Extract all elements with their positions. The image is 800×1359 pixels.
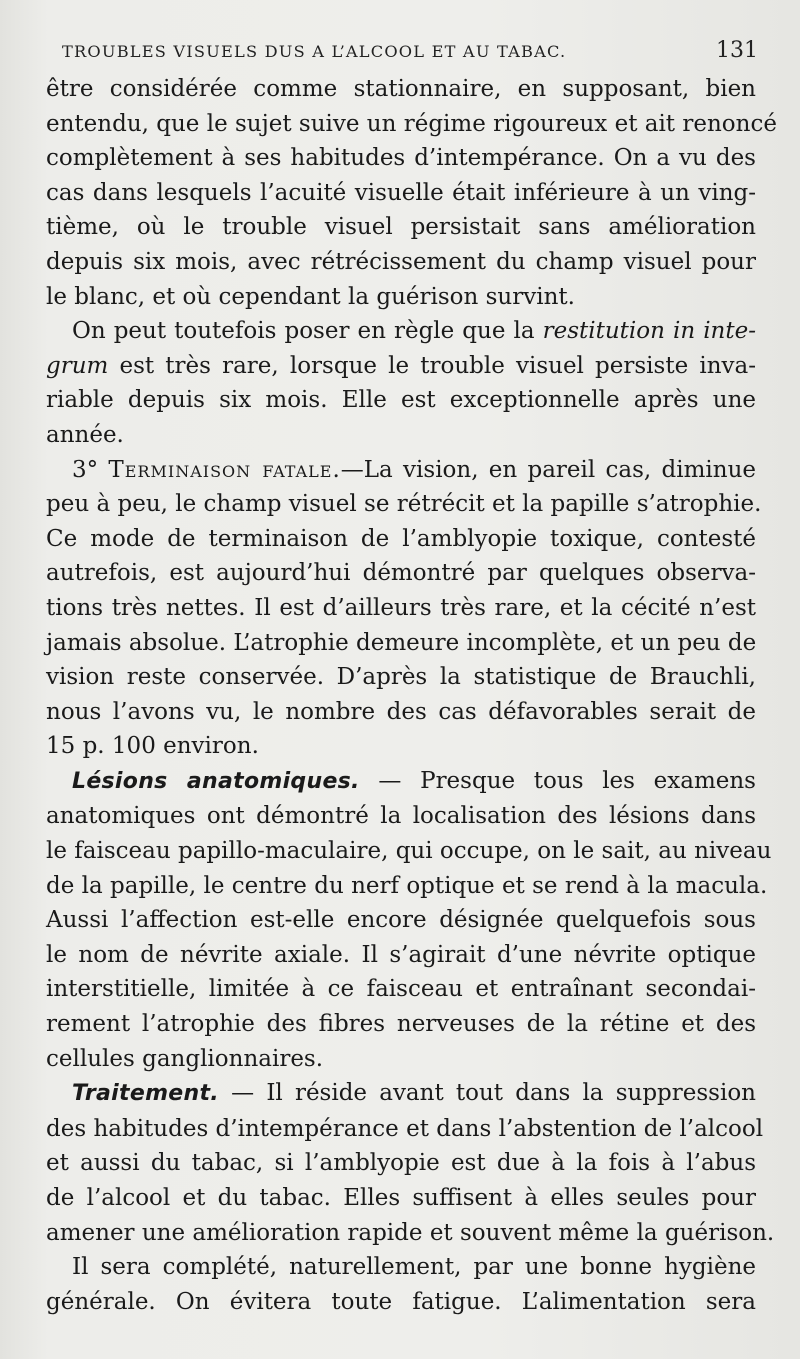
paragraph-hygiene — [46, 1250, 756, 1319]
section-number: 3° — [72, 456, 99, 483]
text-line: être considérée comme stationnaire, en supposant, bien — [46, 76, 756, 102]
text-run: est très rare, lorsque le trouble visuel persiste inva- — [108, 352, 756, 379]
text-line: riable depuis six mois. Elle est exceptionnelle après une — [46, 387, 756, 414]
text-line: anatomiques ont démontré la localisation des lésions dans — [46, 803, 756, 830]
text-line: tième, où le trouble visuel persistait sans amélioration — [46, 214, 756, 241]
text-line: Il sera complété, naturellement, par une bonne hygiène — [72, 1254, 756, 1281]
text-line: vision reste conservée. D’après la statistique de Brauchli, — [46, 664, 756, 691]
text-run: — Presque tous les examens — [359, 767, 756, 794]
text-line: de l’alcool et du tabac. Elles suffisent à elles seules pour — [46, 1185, 756, 1211]
paragraph-lesions-anatomiques — [46, 764, 772, 1076]
text-line: générale. On évitera toute fatigue. L’alimentation sera — [46, 1288, 756, 1315]
running-title: TROUBLES VISUELS DUS A L’ALCOOL ET AU TABAC. — [62, 42, 567, 61]
text-line: le faisceau papillo-maculaire, qui occupe, on le sait, au niveau — [46, 838, 772, 865]
section-heading: Traitement. — [72, 1081, 219, 1107]
text-line: Aussi l’affection est-elle encore désignée quelquefois sous — [46, 907, 756, 934]
text-line: depuis six mois, avec rétrécissement du champ visuel pour — [46, 248, 756, 275]
text-run: —La vision, en pareil cas, diminue — [340, 456, 756, 483]
section-heading: Terminaison fatale. — [108, 456, 341, 483]
text-line: peu à peu, le champ visuel se rétrécit et la papille s’atrophie. — [46, 491, 762, 518]
text-line: année. — [46, 421, 124, 448]
text-line: amener une amélioration rapide et souvent même la guérison. — [46, 1219, 775, 1246]
italic-term: restitution in inte- — [542, 318, 756, 345]
text-line: le blanc, et où cependant la guérison survint. — [46, 283, 575, 310]
text-run: On peut toutefois poser en règle que la — [72, 318, 543, 345]
text-line: entendu, que le sujet suive un régime rigoureux et ait renoncé — [46, 110, 777, 137]
text-line — [46, 764, 756, 800]
text-line: et aussi du tabac, si l’amblyopie est due à la fois à l’abus — [46, 1150, 756, 1177]
body-text — [46, 72, 777, 1319]
paragraph-restitution — [46, 314, 756, 452]
text-line — [46, 349, 756, 384]
text-run: — Il réside avant tout dans la suppression — [218, 1080, 756, 1107]
text-line — [46, 1076, 756, 1112]
paragraph-continuation — [46, 72, 777, 314]
text-line: cas dans lesquels l’acuité visuelle était inférieure à un ving- — [46, 179, 756, 206]
italic-term: grum — [46, 352, 109, 379]
section-heading: Lésions anatomiques. — [72, 768, 360, 794]
text-line — [46, 453, 756, 488]
paragraph-traitement — [46, 1076, 775, 1250]
text-line: rement l’atrophie des fibres nerveuses de la rétine et des — [46, 1011, 756, 1038]
running-header — [62, 38, 758, 72]
text-line: le nom de névrite axiale. Il s’agirait d’une névrite optique — [46, 941, 756, 968]
text-line: 15 p. 100 environ. — [46, 733, 259, 760]
page-number: 131 — [716, 38, 758, 63]
text-line — [46, 314, 756, 349]
text-line: tions très nettes. Il est d’ailleurs très rare, et la cécité n’est — [46, 594, 756, 621]
text-line: complètement à ses habitudes d’intempérance. On a vu des — [46, 145, 756, 172]
text-line: nous l’avons vu, le nombre des cas défavorables serait de — [46, 698, 756, 725]
text-line: de la papille, le centre du nerf optique et se rend à la macula. — [46, 872, 768, 899]
text-line: cellules ganglionnaires. — [46, 1045, 324, 1072]
text-line: des habitudes d’intempérance et dans l’abstention de l’alcool — [46, 1115, 764, 1142]
paragraph-terminaison-fatale — [46, 453, 762, 764]
text-line: autrefois, est aujourd’hui démontré par quelques observa- — [46, 560, 756, 587]
text-line: Ce mode de terminaison de l’amblyopie toxique, contesté — [46, 525, 756, 552]
text-line: jamais absolue. L’atrophie demeure incomplète, et un peu de — [46, 629, 757, 656]
text-line: interstitielle, limitée à ce faisceau et entraînant secondai- — [46, 976, 756, 1003]
